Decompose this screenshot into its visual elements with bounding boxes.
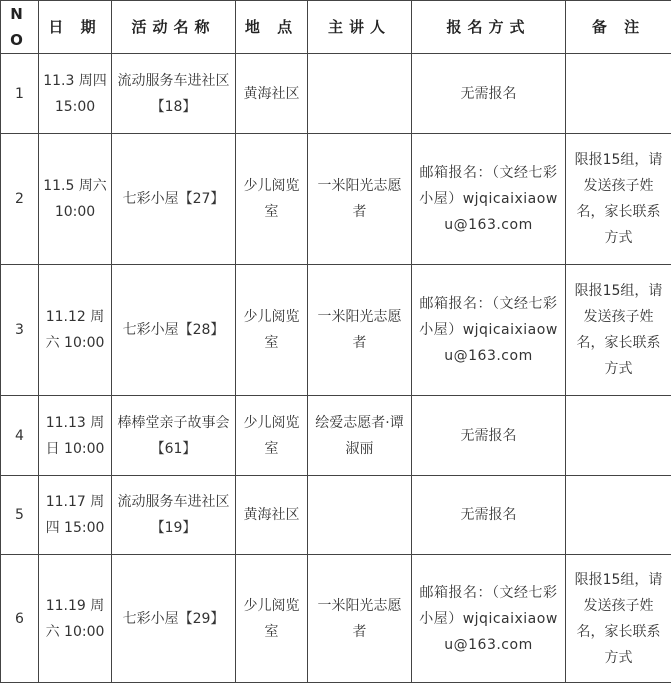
header-activity-name: 活动名称 <box>112 1 236 54</box>
header-signup: 报名方式 <box>412 1 566 54</box>
cell-place: 少儿阅览室 <box>236 134 308 265</box>
cell-speaker: 一米阳光志愿者 <box>308 555 412 683</box>
cell-signup: 无需报名 <box>412 476 566 555</box>
cell-no: 3 <box>1 265 39 396</box>
table-row <box>1 396 671 476</box>
cell-note: 限报15组，请发送孩子姓名，家长联系方式 <box>566 265 671 396</box>
cell-no: 1 <box>1 54 39 134</box>
cell-date: 11.3 周四 15:00 <box>39 54 112 134</box>
cell-place: 黄海社区 <box>236 476 308 555</box>
cell-date: 11.19 周六 10:00 <box>39 555 112 683</box>
cell-date: 11.17 周四 15:00 <box>39 476 112 555</box>
cell-note: 限报15组，请发送孩子姓名，家长联系方式 <box>566 134 671 265</box>
cell-place: 少儿阅览室 <box>236 265 308 396</box>
header-note: 备 注 <box>566 1 671 54</box>
cell-activity-name: 流动服务车进社区【19】 <box>112 476 236 555</box>
cell-activity-name: 七彩小屋【29】 <box>112 555 236 683</box>
header-place: 地 点 <box>236 1 308 54</box>
table-row <box>1 54 671 134</box>
cell-signup: 无需报名 <box>412 54 566 134</box>
cell-activity-name: 七彩小屋【27】 <box>112 134 236 265</box>
cell-activity-name: 七彩小屋【28】 <box>112 265 236 396</box>
table-row <box>1 265 671 396</box>
cell-note: 限报15组，请发送孩子姓名，家长联系方式 <box>566 555 671 683</box>
cell-signup: 邮箱报名：（文经七彩小屋）wjqicaixiaowu@163.com <box>412 265 566 396</box>
cell-signup: 无需报名 <box>412 396 566 476</box>
cell-signup: 邮箱报名：（文经七彩小屋）wjqicaixiaowu@163.com <box>412 555 566 683</box>
cell-place: 少儿阅览室 <box>236 555 308 683</box>
header-speaker: 主讲人 <box>308 1 412 54</box>
cell-place: 黄海社区 <box>236 54 308 134</box>
cell-activity-name: 流动服务车进社区【18】 <box>112 54 236 134</box>
table-row <box>1 134 671 265</box>
header-no: N O <box>1 1 39 54</box>
cell-date: 11.5 周六 10:00 <box>39 134 112 265</box>
cell-no: 6 <box>1 555 39 683</box>
cell-activity-name: 棒棒堂亲子故事会【61】 <box>112 396 236 476</box>
cell-speaker <box>308 54 412 134</box>
cell-no: 4 <box>1 396 39 476</box>
cell-speaker <box>308 476 412 555</box>
cell-date: 11.13 周日 10:00 <box>39 396 112 476</box>
table-header-row <box>1 1 671 54</box>
header-date: 日 期 <box>39 1 112 54</box>
cell-no: 5 <box>1 476 39 555</box>
cell-signup: 邮箱报名：（文经七彩小屋）wjqicaixiaowu@163.com <box>412 134 566 265</box>
cell-note <box>566 54 671 134</box>
cell-place: 少儿阅览室 <box>236 396 308 476</box>
cell-no: 2 <box>1 134 39 265</box>
cell-speaker: 绘爱志愿者·谭淑丽 <box>308 396 412 476</box>
table-row <box>1 555 671 683</box>
cell-date: 11.12 周六 10:00 <box>39 265 112 396</box>
table-row <box>1 476 671 555</box>
cell-note <box>566 476 671 555</box>
cell-speaker: 一米阳光志愿者 <box>308 265 412 396</box>
cell-note <box>566 396 671 476</box>
cell-speaker: 一米阳光志愿者 <box>308 134 412 265</box>
